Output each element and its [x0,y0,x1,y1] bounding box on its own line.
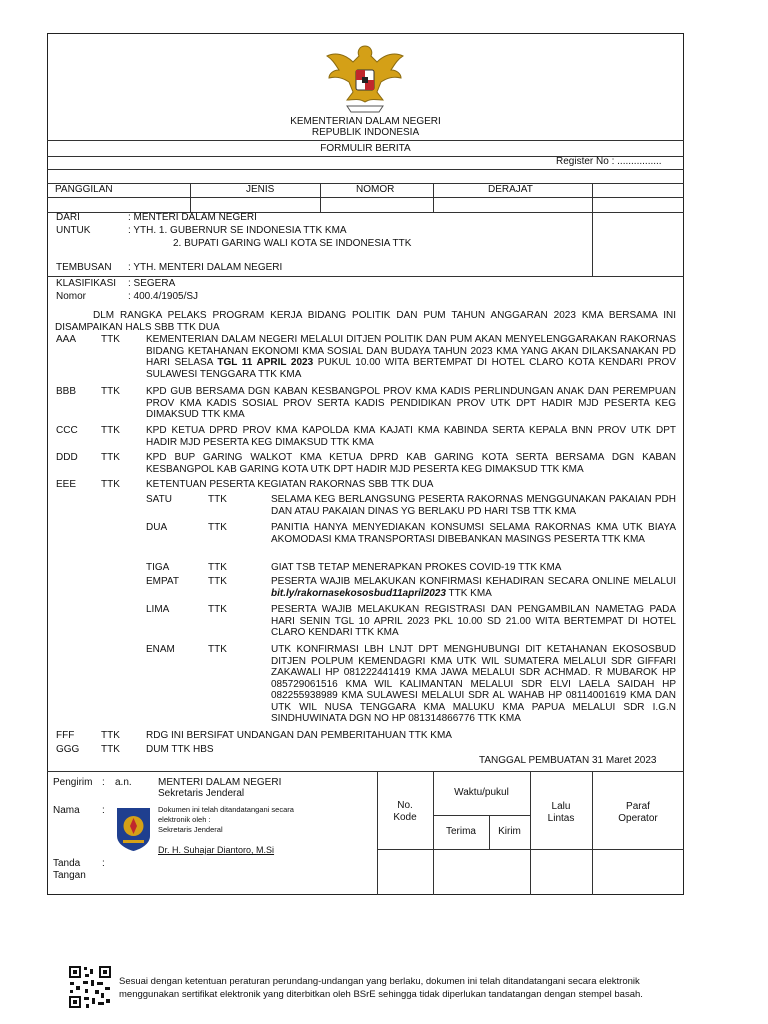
item-fff-ttk: TTK [101,730,120,741]
sub-enam-label: ENAM [146,644,175,655]
pengirim-colon: : [102,777,105,788]
sub-dua-ttk: TTK [208,522,227,533]
lalu-label: Lalu [551,801,571,812]
sub-dua-label: DUA [146,522,168,533]
registration-link[interactable]: bit.ly/rakornasekososbud11april2023 [271,587,446,599]
terima-label: Terima [445,826,476,837]
nama-label: Nama [53,805,80,816]
header-jenis: JENIS [246,184,275,195]
item-ggg-code: GGG [56,744,80,755]
header-nomor: NOMOR [356,184,395,195]
sub-empat-ttk: TTK [208,576,227,587]
header-derajat: DERAJAT [488,184,533,195]
paraf-label: Paraf [626,801,650,812]
register-number: Register No : ................ [556,156,662,167]
ministry-seal-icon [115,806,152,852]
item-ccc-text: KPD KETUA DPRD PROV KMA KAPOLDA KMA KAJATI KMA KABINDA SERTA KEPALA BNN PROV UTK DPT HADIR MJD PESERTA KEG DIMAKSUD TTK KMA [146,425,676,448]
waktu-label: Waktu/pukul [454,787,509,798]
item-ddd-text: KPD BUP GARING WALKOT KMA KETUA DPRD KAB GARING KOTA SERTA BERSAMA DGN KABAN KESBANGPOL KAB GARING KOTA UTK DPT HADIR MJD PESERTA KEG DIMAKSUD TTK KMA [146,452,676,475]
creation-date: TANGGAL PEMBUATAN 31 Maret 2023 [479,755,657,766]
esign-note-1: Dokumen ini telah ditandatangani secara [158,805,294,814]
col-line [190,183,191,212]
intro-paragraph: DLM RANGKA PELAKS PROGRAM KERJA BIDANG POLITIK DAN PUM TAHUN ANGGARAN 2023 KMA BERSAMA INI DISAMPAIKAN HALS SBB TTK DUA [55,310,676,333]
item-eee-code: EEE [56,479,77,490]
untuk-label: UNTUK [56,225,91,236]
ministry-name: KEMENTERIAN DALAM NEGERI [290,116,441,127]
divider [47,276,684,277]
no-label: No. [397,800,413,811]
divider [47,771,684,772]
tanda-colon: : [102,858,105,869]
col-line [433,183,434,212]
sub-lima-label: LIMA [146,604,170,615]
nomor-label: Nomor [56,291,87,302]
divider [47,140,684,141]
col-line [592,197,593,276]
sub-lima-ttk: TTK [208,604,227,615]
col-line [530,771,531,895]
item-ccc-code: CCC [56,425,78,436]
tembusan-value: : YTH. MENTERI DALAM NEGERI [128,262,283,273]
sub-lima-text: PESERTA WAJIB MELAKUKAN REGISTRASI DAN PENGAMBILAN NAMETAG PADA HARI SENIN TGL 10 APRIL 2023 PKL 10.00 SD 21.00 WITA BERTEMPAT DI HOTEL CLARO KENDARI TTK KMA [271,604,676,638]
col-line [592,771,593,895]
sub-tiga-label: TIGA [146,562,170,573]
tangan-label: Tangan [53,870,86,881]
divider [47,169,684,170]
nama-colon: : [102,805,105,816]
sub-tiga-text: GIAT TSB TETAP MENERAPKAN PROKES COVID-19 TTK KMA [271,562,562,573]
garuda-emblem-icon [323,40,407,116]
sub-dua-text: PANITIA HANYA MENYEDIAKAN KONSUMSI SELAMA RAKORNAS KMA UTK BIAYA AKOMODASI KMA TRANSPORTASI DIBEBANKAN MASINGS PESERTA TTK KMA [271,522,676,545]
item-aaa-text: KEMENTERIAN DALAM NEGERI MELALUI DITJEN POLITIK DAN PUM AKAN MENYELENGGARAKAN RAKORNAS BIDANG KETAHANAN EKONOMI KMA SOSIAL DAN BUDAYA TAHUN 2023 KMA YANG AKAN DILAKSANAKAN PD HARI SELASA TGL 11 APRIL 2023 PUKUL 10.00 WITA BERTEMPAT DI HOTEL CLARO KOTA KENDARI PROV SULAWESI TENGGARA TTK KMA [146,334,676,380]
item-bbb-text: KPD GUB BERSAMA DGN KABAN KESBANGPOL PROV KMA KADIS PERLINDUNGAN ANAK DAN PEREMPUAN PROV KMA KADIS SOSIAL PROV SERTA KADIS PENDIDIKAN PROV UTK DPT HADIR MJD PESERTA KEG DIMAKSUD TTK KMA [146,386,676,420]
form-title: FORMULIR BERITA [320,143,411,154]
kode-label: Kode [393,812,417,823]
divider [433,815,530,816]
operator-label: Operator [618,813,658,824]
divider [47,197,684,198]
untuk-line-1: : YTH. 1. GUBERNUR SE INDONESIA TTK KMA [128,225,347,236]
qr-code-icon [68,965,112,1009]
item-ddd-ttk: TTK [101,452,120,463]
item-ccc-ttk: TTK [101,425,120,436]
dari-value: : MENTERI DALAM NEGERI [128,212,257,223]
esign-note-2: elektronik oleh : [158,815,211,824]
item-fff-code: FFF [56,730,75,741]
col-line [377,771,378,895]
item-eee-ttk: TTK [101,479,120,490]
footer-notice-2: menggunakan sertifikat elektronik yang diterbitkan oleh BSrE sehingga tidak diperlukan tandatangan dengan stempel basah. [119,989,643,1000]
sub-empat-label: EMPAT [146,576,179,587]
kirim-label: Kirim [498,826,521,837]
sub-satu-label: SATU [146,494,172,505]
dari-label: DARI [56,212,80,223]
item-aaa-code: AAA [56,334,77,345]
pengirim-label: Pengirim [53,777,93,788]
sender-name: MENTERI DALAM NEGERI [158,777,282,788]
sub-empat-text: PESERTA WAJIB MELAKUKAN KONFIRMASI KEHADIRAN SECARA ONLINE MELALUI bit.ly/rakornasekososbud11april2023 TTK KMA [271,576,676,599]
tanda-label: Tanda [53,858,81,869]
tembusan-label: TEMBUSAN [56,262,112,273]
sub-satu-ttk: TTK [208,494,227,505]
an-label: a.n. [115,777,132,788]
republic-name: REPUBLIK INDONESIA [311,127,420,138]
esign-note-3: Sekretaris Jenderal [158,825,223,834]
item-eee-text: KETENTUAN PESERTA KEGIATAN RAKORNAS SBB TTK DUA [146,479,434,490]
lintas-label: Lintas [547,813,575,824]
klasifikasi-value: : SEGERA [128,278,176,289]
sub-enam-text: UTK KONFIRMASI LBH LNJT DPT MENGHUBUNGI DIT KETAHANAN EKOSOSBUD DITJEN POLPUM KEMENDAGRI KMA UTK WIL SUMATERA MELALUI SDR GIFFARI ZAKAWALI HP 081222441419 KMA JAWA MELALUI SDR ACHMAD. R MUBAROK HP 085729061516 KMA WIL KALIMANTAN MELALUI SDR ELVI LAELA SAIDAH HP 082255938989 KMA SULAWESI MELALUI SDR AL WAHAB HP 08114001619 KMA DAN UTK WIL NUSA TENGGARA KMA MALUKU KMA PAPUA MELALUI SDR I.G.N SINDHUWINATA DGN NO HP 081314866776 TTK KMA [271,644,676,724]
sender-sub: Sekretaris Jenderal [158,788,245,799]
signer-name: Dr. H. Suhajar Diantoro, M.Si [158,845,275,855]
sub-tiga-ttk: TTK [208,562,227,573]
item-bbb-ttk: TTK [101,386,120,397]
nomor-value: : 400.4/1905/SJ [128,291,199,302]
untuk-line-2: 2. BUPATI GARING WALI KOTA SE INDONESIA TTK [173,238,412,249]
header-panggilan: PANGGILAN [55,184,113,195]
klasifikasi-label: KLASIFIKASI [56,278,117,289]
sub-enam-ttk: TTK [208,644,227,655]
item-aaa-ttk: TTK [101,334,120,345]
col-line [320,183,321,212]
footer-notice-1: Sesuai dengan ketentuan peraturan perundang-undangan yang berlaku, dokumen ini telah ditandatangani secara elektronik [119,976,640,987]
item-ggg-ttk: TTK [101,744,120,755]
item-ggg-text: DUM TTK HBS [146,744,214,755]
item-bbb-code: BBB [56,386,77,397]
item-ddd-code: DDD [56,452,78,463]
sub-satu-text: SELAMA KEG BERLANGSUNG PESERTA RAKORNAS MENGGUNAKAN PAKAIAN PDH DAN ATAU PAKAIAN DINAS YG BERLAKU PD HARI TSB TTK KMA [271,494,676,517]
divider [377,849,684,850]
item-fff-text: RDG INI BERSIFAT UNDANGAN DAN PEMBERITAHUAN TTK KMA [146,730,452,741]
